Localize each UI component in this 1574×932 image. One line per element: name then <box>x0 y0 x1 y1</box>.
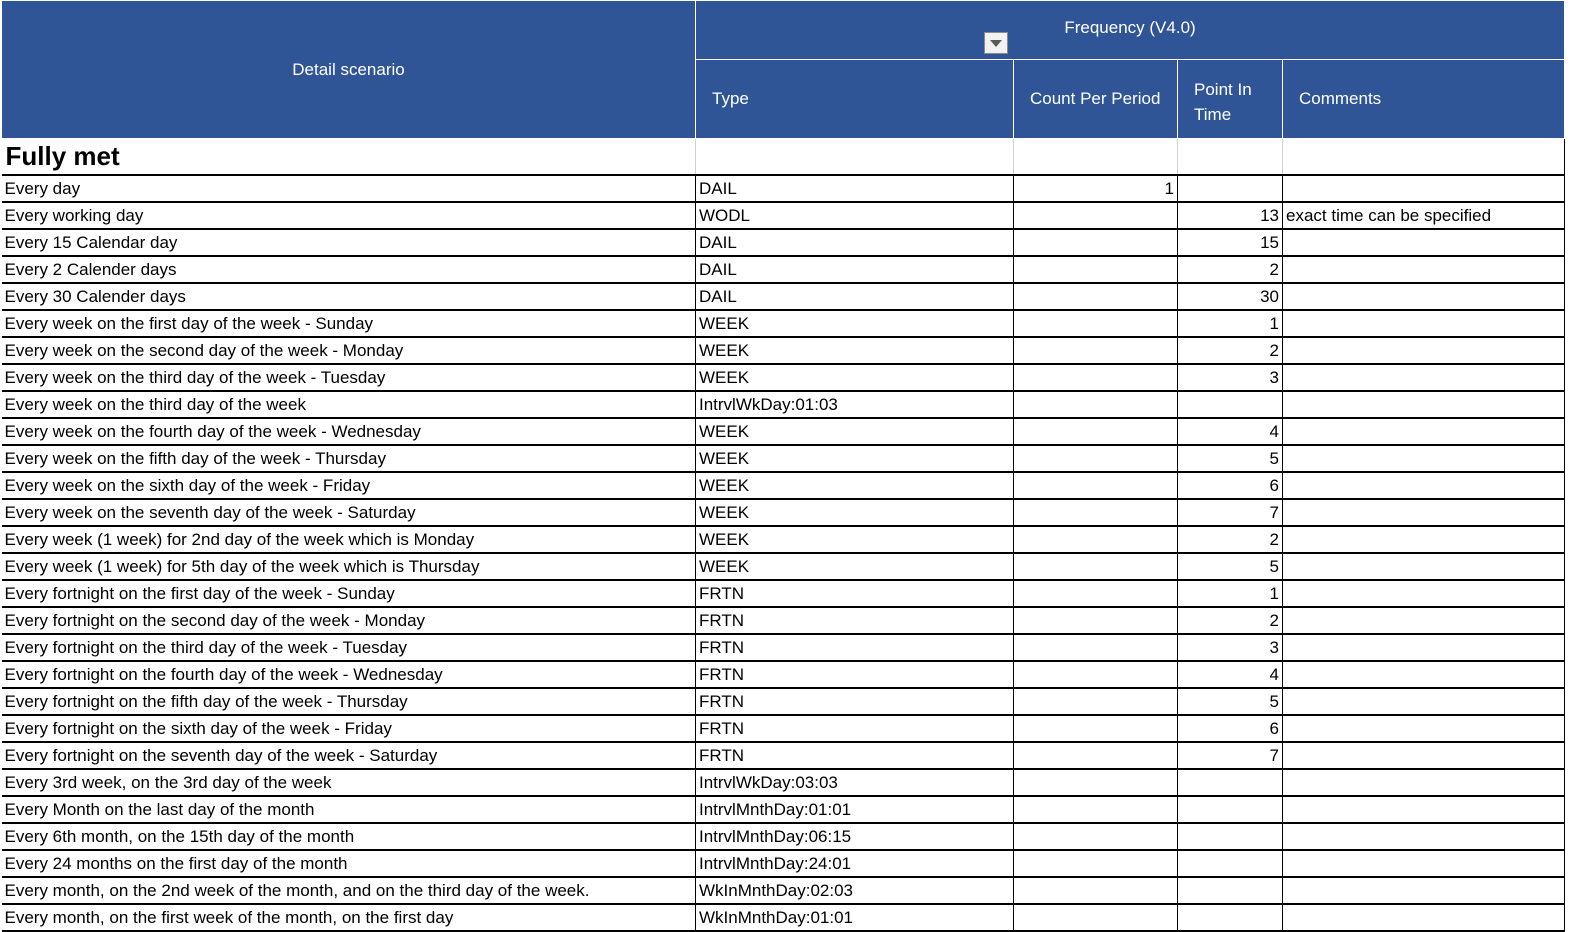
table-row <box>2 904 1565 931</box>
table-row <box>2 769 1565 796</box>
cell-point-in-time[interactable] <box>1178 823 1283 850</box>
cell-comments[interactable] <box>1283 445 1565 472</box>
cell-scenario[interactable]: Every working day <box>2 202 696 229</box>
cell-point-in-time[interactable]: 2 <box>1178 337 1283 364</box>
table-row <box>2 796 1565 823</box>
cell-type[interactable]: WODL <box>696 202 1014 229</box>
cell-type[interactable]: FRTN <box>696 580 1014 607</box>
table-row <box>2 418 1565 445</box>
cell-scenario[interactable]: Every week on the fifth day of the week - Thursday <box>2 445 696 472</box>
cell-type[interactable]: WkInMnthDay:01:01 <box>696 904 1014 931</box>
cell-scenario[interactable]: Every 30 Calender days <box>2 283 696 310</box>
cell-count-per-period[interactable] <box>1014 715 1178 742</box>
cell-count-per-period[interactable] <box>1014 742 1178 769</box>
cell-scenario[interactable]: Every day <box>2 175 696 202</box>
cell-point-in-time[interactable] <box>1178 391 1283 418</box>
cell-type[interactable]: WEEK <box>696 526 1014 553</box>
cell-type[interactable]: WEEK <box>696 472 1014 499</box>
cell-comments[interactable] <box>1283 229 1565 256</box>
cell-comments[interactable] <box>1283 607 1565 634</box>
cell-scenario[interactable]: Every week on the first day of the week - Sunday <box>2 310 696 337</box>
cell-comments[interactable] <box>1283 877 1565 904</box>
section-row <box>2 139 1565 176</box>
header-frequency <box>696 1 1565 60</box>
cell-point-in-time[interactable]: 5 <box>1178 553 1283 580</box>
cell-scenario[interactable]: Every month, on the first week of the month, on the first day <box>2 904 696 931</box>
table-row <box>2 634 1565 661</box>
table-row <box>2 715 1565 742</box>
cell-point-in-time[interactable]: 5 <box>1178 445 1283 472</box>
cell-type[interactable]: DAIL <box>696 283 1014 310</box>
cell-point-in-time[interactable]: 4 <box>1178 418 1283 445</box>
cell-scenario[interactable]: Every 2 Calender days <box>2 256 696 283</box>
cell-count-per-period[interactable] <box>1014 256 1178 283</box>
cell-point-in-time[interactable]: 3 <box>1178 634 1283 661</box>
cell-point-in-time[interactable]: 6 <box>1178 715 1283 742</box>
cell-comments[interactable] <box>1283 796 1565 823</box>
cell-point-in-time[interactable]: 7 <box>1178 742 1283 769</box>
cell-comments[interactable] <box>1283 661 1565 688</box>
cell-count-per-period[interactable]: 1 <box>1014 175 1178 202</box>
table-row <box>2 472 1565 499</box>
cell-count-per-period[interactable] <box>1014 877 1178 904</box>
cell-count-per-period[interactable] <box>1014 580 1178 607</box>
cell-scenario[interactable]: Every fortnight on the fifth day of the week - Thursday <box>2 688 696 715</box>
cell-type[interactable]: FRTN <box>696 742 1014 769</box>
cell-count-per-period[interactable] <box>1014 823 1178 850</box>
cell-scenario[interactable]: Every fortnight on the first day of the week - Sunday <box>2 580 696 607</box>
cell-count-per-period[interactable] <box>1014 769 1178 796</box>
cell-comments[interactable] <box>1283 823 1565 850</box>
header-count-per-period: Count Per Period <box>1014 60 1178 139</box>
cell-type[interactable]: DAIL <box>696 256 1014 283</box>
cell-count-per-period[interactable] <box>1014 526 1178 553</box>
cell-type[interactable]: IntrvlMnthDay:06:15 <box>696 823 1014 850</box>
table-row <box>2 229 1565 256</box>
cell-point-in-time[interactable] <box>1178 904 1283 931</box>
cell-count-per-period[interactable] <box>1014 688 1178 715</box>
header-detail-scenario: Detail scenario <box>2 1 696 139</box>
cell-comments[interactable] <box>1283 364 1565 391</box>
cell-scenario[interactable]: Every week on the third day of the week <box>2 391 696 418</box>
cell-comments[interactable] <box>1283 310 1565 337</box>
table-row <box>2 337 1565 364</box>
cell-type[interactable]: WEEK <box>696 499 1014 526</box>
cell-scenario[interactable]: Every Month on the last day of the month <box>2 796 696 823</box>
cell-type[interactable]: FRTN <box>696 715 1014 742</box>
table-row <box>2 877 1565 904</box>
cell-count-per-period[interactable] <box>1014 445 1178 472</box>
cell-count-per-period[interactable] <box>1014 229 1178 256</box>
cell-scenario[interactable]: Every fortnight on the fourth day of the week - Wednesday <box>2 661 696 688</box>
table-row <box>2 661 1565 688</box>
cell-comments[interactable] <box>1283 472 1565 499</box>
cell-type[interactable]: FRTN <box>696 607 1014 634</box>
cell-count-per-period[interactable] <box>1014 310 1178 337</box>
header-frequency-label: Frequency (V4.0) <box>1064 18 1196 37</box>
cell-count-per-period[interactable] <box>1014 553 1178 580</box>
cell-point-in-time[interactable]: 1 <box>1178 310 1283 337</box>
cell-count-per-period[interactable] <box>1014 472 1178 499</box>
cell-count-per-period[interactable] <box>1014 499 1178 526</box>
cell-type[interactable]: FRTN <box>696 661 1014 688</box>
cell-point-in-time[interactable]: 4 <box>1178 661 1283 688</box>
cell-comments[interactable] <box>1283 904 1565 931</box>
cell-scenario[interactable]: Every 24 months on the first day of the month <box>2 850 696 877</box>
cell-point-in-time[interactable]: 2 <box>1178 607 1283 634</box>
cell-count-per-period[interactable] <box>1014 607 1178 634</box>
cell-comments[interactable] <box>1283 634 1565 661</box>
cell-type[interactable]: FRTN <box>696 634 1014 661</box>
cell-point-in-time[interactable]: 15 <box>1178 229 1283 256</box>
cell-comments[interactable] <box>1283 688 1565 715</box>
table-row <box>2 742 1565 769</box>
cell-point-in-time[interactable]: 7 <box>1178 499 1283 526</box>
cell-type[interactable]: FRTN <box>696 688 1014 715</box>
table-row <box>2 283 1565 310</box>
cell-point-in-time[interactable]: 2 <box>1178 256 1283 283</box>
cell-type[interactable]: IntrvlMnthDay:01:01 <box>696 796 1014 823</box>
cell-scenario[interactable]: Every month, on the 2nd week of the month, and on the third day of the week. <box>2 877 696 904</box>
header-point-in-time: Point In Time <box>1178 60 1283 139</box>
cell-type[interactable]: DAIL <box>696 229 1014 256</box>
cell-point-in-time[interactable] <box>1178 850 1283 877</box>
cell-count-per-period[interactable] <box>1014 283 1178 310</box>
cell-scenario[interactable]: Every week (1 week) for 2nd day of the week which is Monday <box>2 526 696 553</box>
cell-count-per-period[interactable] <box>1014 391 1178 418</box>
cell-comments[interactable] <box>1283 850 1565 877</box>
cell-type[interactable]: WEEK <box>696 337 1014 364</box>
cell-count-per-period[interactable] <box>1014 418 1178 445</box>
cell-scenario[interactable]: Every 6th month, on the 15th day of the month <box>2 823 696 850</box>
table-row <box>2 256 1565 283</box>
cell-scenario[interactable]: Every week on the fourth day of the week - Wednesday <box>2 418 696 445</box>
table-row <box>2 175 1565 202</box>
cell-type[interactable]: IntrvlWkDay:03:03 <box>696 769 1014 796</box>
table-row <box>2 526 1565 553</box>
table-row <box>2 850 1565 877</box>
cell-type[interactable]: IntrvlMnthDay:24:01 <box>696 850 1014 877</box>
cell-point-in-time[interactable] <box>1178 796 1283 823</box>
cell-type[interactable]: WEEK <box>696 310 1014 337</box>
cell-comments[interactable] <box>1283 418 1565 445</box>
cell-comments[interactable] <box>1283 715 1565 742</box>
table-row <box>2 364 1565 391</box>
cell-type[interactable]: IntrvlWkDay:01:03 <box>696 391 1014 418</box>
table-row <box>2 607 1565 634</box>
cell-point-in-time[interactable]: 6 <box>1178 472 1283 499</box>
cell-scenario[interactable]: Every week on the second day of the week - Monday <box>2 337 696 364</box>
table-row <box>2 445 1565 472</box>
cell-type[interactable]: WkInMnthDay:02:03 <box>696 877 1014 904</box>
cell-scenario[interactable]: Every 15 Calendar day <box>2 229 696 256</box>
cell-comments[interactable] <box>1283 553 1565 580</box>
cell-comments[interactable] <box>1283 580 1565 607</box>
cell-comments[interactable] <box>1283 499 1565 526</box>
cell-point-in-time[interactable]: 13 <box>1178 202 1283 229</box>
cell-scenario[interactable]: Every week on the seventh day of the week - Saturday <box>2 499 696 526</box>
header-comments: Comments <box>1283 60 1565 139</box>
table-row <box>2 688 1565 715</box>
cell-count-per-period[interactable] <box>1014 337 1178 364</box>
cell-type[interactable]: WEEK <box>696 418 1014 445</box>
table-row <box>2 310 1565 337</box>
table-row <box>2 823 1565 850</box>
cell-count-per-period[interactable] <box>1014 661 1178 688</box>
cell-comments[interactable] <box>1283 175 1565 202</box>
cell-scenario[interactable]: Every fortnight on the third day of the week - Tuesday <box>2 634 696 661</box>
cell-scenario[interactable]: Every fortnight on the seventh day of the week - Saturday <box>2 742 696 769</box>
cell-comments[interactable] <box>1283 526 1565 553</box>
cell-scenario[interactable]: Every 3rd week, on the 3rd day of the week <box>2 769 696 796</box>
cell-type[interactable]: WEEK <box>696 553 1014 580</box>
section-title: Fully met <box>2 139 696 176</box>
cell-comments[interactable] <box>1283 283 1565 310</box>
cell-comments[interactable] <box>1283 337 1565 364</box>
cell-scenario[interactable]: Every week on the third day of the week - Tuesday <box>2 364 696 391</box>
cell-comments[interactable]: exact time can be specified <box>1283 202 1565 229</box>
header-type: Type <box>696 60 1014 139</box>
cell-point-in-time[interactable]: 3 <box>1178 364 1283 391</box>
cell-scenario[interactable]: Every week on the sixth day of the week - Friday <box>2 472 696 499</box>
table-row <box>2 499 1565 526</box>
cell-count-per-period[interactable] <box>1014 202 1178 229</box>
cell-count-per-period[interactable] <box>1014 634 1178 661</box>
table-row <box>2 580 1565 607</box>
cell-point-in-time[interactable]: 1 <box>1178 580 1283 607</box>
cell-point-in-time[interactable] <box>1178 877 1283 904</box>
cell-scenario[interactable]: Every fortnight on the second day of the week - Monday <box>2 607 696 634</box>
cell-point-in-time[interactable]: 2 <box>1178 526 1283 553</box>
cell-comments[interactable] <box>1283 391 1565 418</box>
cell-scenario[interactable]: Every fortnight on the sixth day of the week - Friday <box>2 715 696 742</box>
table-row <box>2 391 1565 418</box>
cell-count-per-period[interactable] <box>1014 904 1178 931</box>
cell-comments[interactable] <box>1283 256 1565 283</box>
table-row <box>2 553 1565 580</box>
filter-dropdown-icon[interactable] <box>984 32 1008 54</box>
cell-type[interactable]: WEEK <box>696 445 1014 472</box>
cell-point-in-time[interactable]: 5 <box>1178 688 1283 715</box>
cell-count-per-period[interactable] <box>1014 796 1178 823</box>
cell-type[interactable]: WEEK <box>696 364 1014 391</box>
cell-point-in-time[interactable] <box>1178 769 1283 796</box>
table-row <box>2 202 1565 229</box>
cell-point-in-time[interactable] <box>1178 175 1283 202</box>
cell-scenario[interactable]: Every week (1 week) for 5th day of the week which is Thursday <box>2 553 696 580</box>
cell-type[interactable]: DAIL <box>696 175 1014 202</box>
cell-comments[interactable] <box>1283 742 1565 769</box>
cell-count-per-period[interactable] <box>1014 850 1178 877</box>
frequency-table <box>1 0 1565 932</box>
cell-count-per-period[interactable] <box>1014 364 1178 391</box>
cell-comments[interactable] <box>1283 769 1565 796</box>
cell-point-in-time[interactable]: 30 <box>1178 283 1283 310</box>
